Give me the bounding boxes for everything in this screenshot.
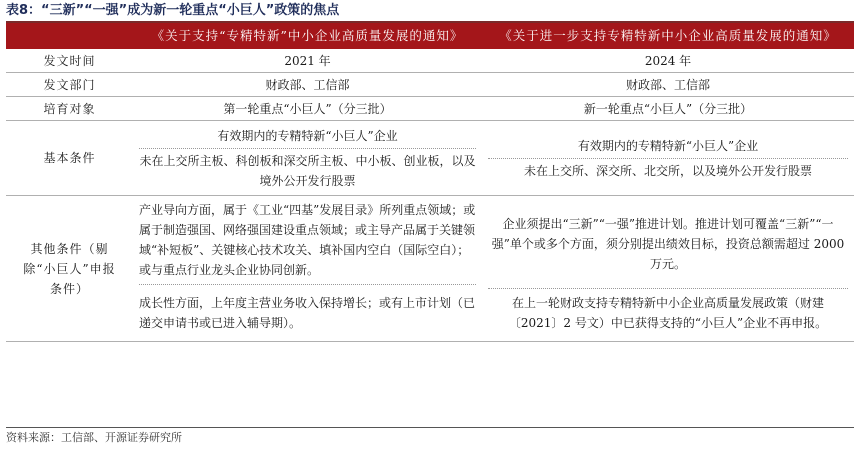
label-basic-conditions: 基本条件 — [6, 121, 133, 196]
cell-target-2021: 第一轮重点“小巨人”（分三批） — [133, 97, 482, 121]
basic-2021-line1: 有效期内的专精特新“小巨人”企业 — [139, 124, 476, 149]
cell-issue-date-2024: 2024 年 — [482, 49, 854, 73]
basic-2024-line1: 有效期内的专精特新“小巨人”企业 — [488, 134, 848, 159]
cell-issue-date-2021: 2021 年 — [133, 49, 482, 73]
label-issue-date: 发文时间 — [6, 49, 133, 73]
policy-comparison-table — [6, 23, 854, 342]
bottom-rule — [6, 427, 854, 428]
basic-2024-line2: 未在上交所、深交所、北交所，以及境外公开发行股票 — [523, 163, 812, 178]
row-other-conditions — [6, 196, 854, 342]
header-2024-policy: 《关于进一步支持专精特新中小企业高质量发展的通知》 — [482, 23, 854, 49]
cell-other-2021 — [133, 196, 482, 342]
cell-target-2024: 新一轮重点“小巨人”（分三批） — [482, 97, 854, 121]
header-2021-policy: 《关于支持“专精特新”中小企业高质量发展的通知》 — [133, 23, 482, 49]
row-basic-conditions — [6, 121, 854, 196]
cell-issuing-dept-2021: 财政部、工信部 — [133, 73, 482, 97]
cell-other-2024 — [482, 196, 854, 342]
cell-issuing-dept-2024: 财政部、工信部 — [482, 73, 854, 97]
row-target — [6, 97, 854, 121]
cell-basic-2021 — [133, 121, 482, 196]
other-2021-part1: 产业导向方面，属于《工业“四基”发展目录》所列重点领域；或属于制造强国、网络强国建设重点领域；或主导产品属于关键领域“补短板”、关键核心技术攻关、填补国内空白（国际空白）；或与重点行业龙头企业协同创新。 — [139, 196, 476, 285]
label-issuing-dept: 发文部门 — [6, 73, 133, 97]
other-2021-part2: 成长性方面，上年度主营业务收入保持增长；或有上市计划（已递交申请书或已进入辅导期）。 — [139, 296, 476, 330]
table-caption: 表8：“三新”“一强”成为新一轮重点“小巨人”政策的焦点 — [6, 3, 340, 18]
label-target: 培育对象 — [6, 97, 133, 121]
header-row — [6, 23, 854, 49]
cell-basic-2024 — [482, 121, 854, 196]
row-issue-date — [6, 49, 854, 73]
other-2024-part1: 企业须提出“三新”“一强”推进计划。推进计划可覆盖“三新”“一强”单个或多个方面，须分别提出绩效目标，投资总额需超过 2000 万元。 — [488, 200, 848, 289]
other-2024-part2: 在上一轮财政支持专精特新中小企业高质量发展政策（财建〔2021〕2 号文）中已获得支持的“小巨人”企业不再申报。 — [508, 296, 828, 330]
label-other-conditions: 其他条件（剔除“小巨人”申报条件） — [6, 196, 133, 342]
source-note: 资料来源：工信部、开源证券研究所 — [6, 431, 182, 444]
row-issuing-dept — [6, 73, 854, 97]
header-corner — [6, 23, 133, 49]
basic-2021-line2: 未在上交所主板、科创板和深交所主板、中小板、创业板，以及境外公开发行股票 — [139, 153, 476, 188]
